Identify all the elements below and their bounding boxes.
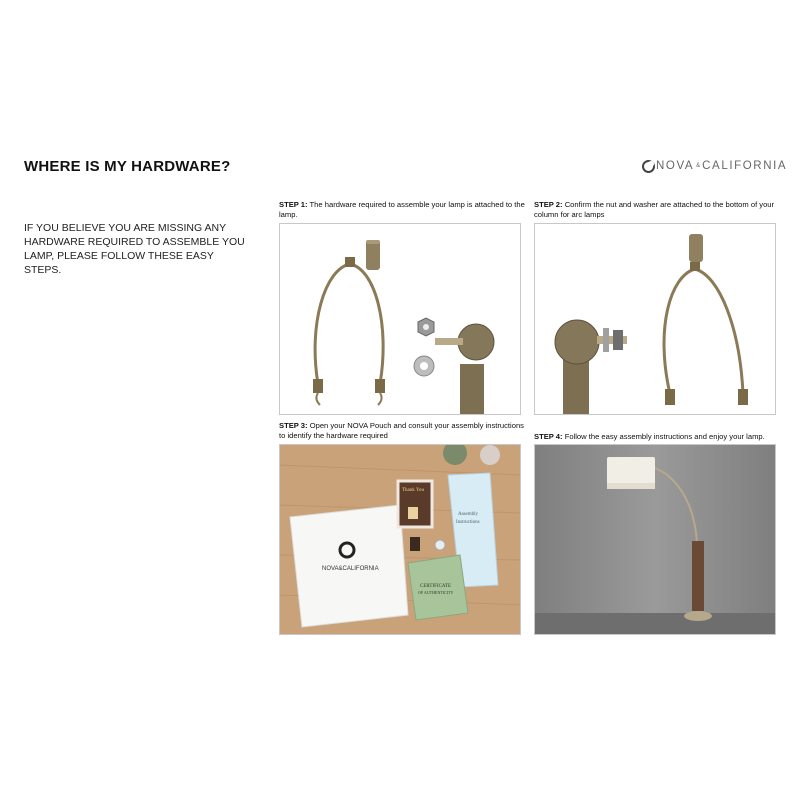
step-1-text: The hardware required to assemble your lamp is attached to the lamp. xyxy=(279,200,525,219)
intro-text: IF YOU BELIEVE YOU ARE MISSING ANY HARDWARE REQUIRED TO ASSEMBLE YOU LAMP, PLEASE FOLLOW THESE EASY STEPS. xyxy=(24,222,245,276)
envelope-line-1: Assembly xyxy=(458,512,478,517)
step-3-text: Open your NOVA Pouch and consult your assembly instructions to identify the hardware required xyxy=(279,421,524,440)
step-4-caption xyxy=(534,432,790,442)
step-4-image xyxy=(534,444,776,635)
step-2-label: STEP 2: xyxy=(534,200,563,209)
column-pipe xyxy=(460,364,484,414)
page-title: WHERE IS MY HARDWARE? xyxy=(24,158,231,175)
moon-logo-icon xyxy=(642,160,655,173)
step-3-image xyxy=(279,444,521,635)
step-1-caption xyxy=(279,200,525,220)
certificate-line-1: CERTIFICATE xyxy=(420,584,452,589)
pouch-brand: NOVA&CALIFORNIA xyxy=(322,566,379,572)
lamp-base xyxy=(684,611,712,621)
step-2-image xyxy=(534,223,776,415)
certificate-line-2: OF AUTHENTICITY xyxy=(418,590,454,595)
step-2-caption xyxy=(534,200,784,220)
column-knuckle xyxy=(555,320,599,364)
logo-text-left: NOVA xyxy=(656,160,695,172)
thank-you-text: Thank You xyxy=(402,488,424,493)
step-1-label: STEP 1: xyxy=(279,200,308,209)
logo-text-right: CALIFORNIA xyxy=(702,160,788,172)
finial-cap xyxy=(366,240,380,270)
step-2-text: Confirm the nut and washer are attached to the bottom of your column for arc lamps xyxy=(534,200,775,219)
harp-saddle xyxy=(345,257,355,267)
washer-icon xyxy=(603,328,609,352)
envelope-line-2: Instructions xyxy=(456,520,480,525)
step-3-label: STEP 3: xyxy=(279,421,308,430)
hex-nut-icon xyxy=(613,330,623,350)
column-knuckle xyxy=(458,324,494,360)
wood-column xyxy=(692,541,704,611)
step-1-image xyxy=(279,223,521,415)
step-3-caption xyxy=(279,421,525,441)
finial-cap xyxy=(689,234,703,262)
brand-logo xyxy=(642,157,787,175)
step-4-label: STEP 4: xyxy=(534,432,563,441)
step-4-text: Follow the easy assembly instructions and enjoy your lamp. xyxy=(564,432,765,441)
logo-ampersand: & xyxy=(696,163,701,169)
